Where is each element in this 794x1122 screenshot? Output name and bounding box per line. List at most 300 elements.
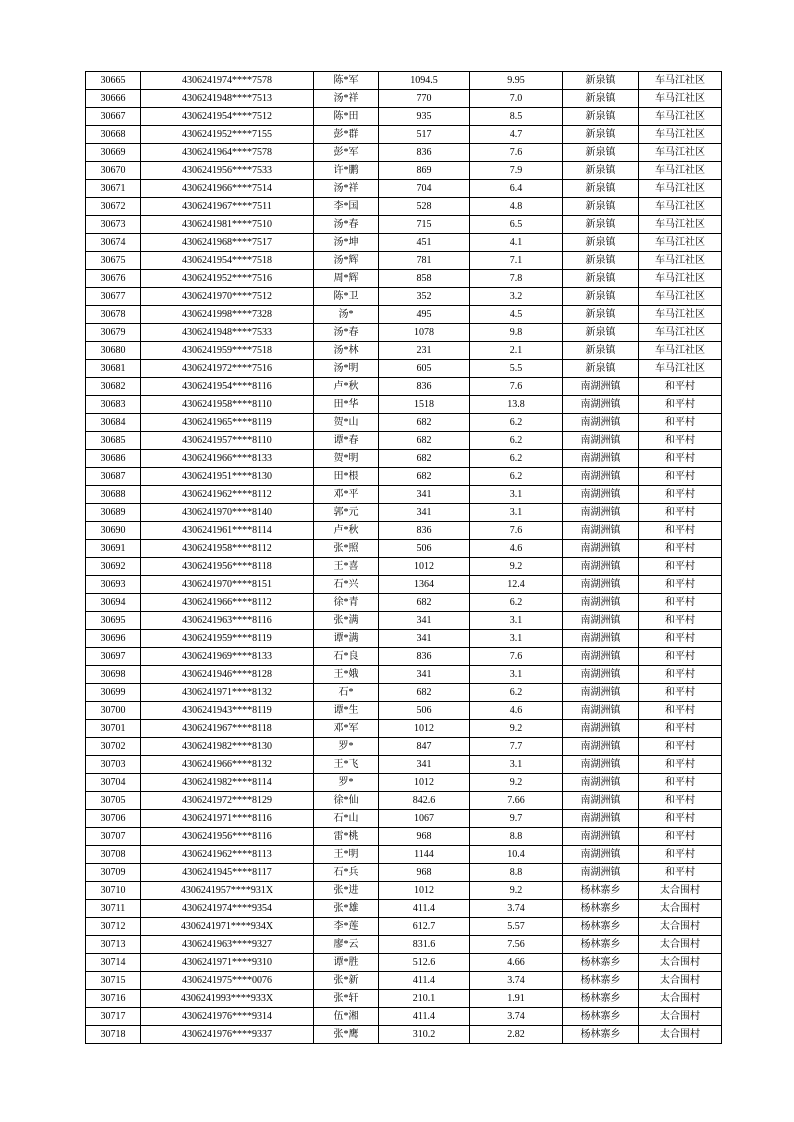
cell-id: 4306241962****8113 <box>141 846 314 864</box>
cell-village: 车马江社区 <box>639 72 722 90</box>
cell-name: 王*娥 <box>314 666 379 684</box>
table-row <box>86 468 722 486</box>
cell-amount: 341 <box>379 756 470 774</box>
cell-rate: 3.1 <box>470 612 563 630</box>
table-row <box>86 900 722 918</box>
cell-town: 新泉镇 <box>563 162 639 180</box>
cell-serial: 30666 <box>86 90 141 108</box>
cell-serial: 30675 <box>86 252 141 270</box>
cell-id: 4306241972****7516 <box>141 360 314 378</box>
cell-rate: 3.1 <box>470 486 563 504</box>
cell-village: 车马江社区 <box>639 270 722 288</box>
cell-serial: 30693 <box>86 576 141 594</box>
table-row <box>86 882 722 900</box>
cell-amount: 1012 <box>379 558 470 576</box>
cell-village: 和平村 <box>639 630 722 648</box>
cell-name: 张*雄 <box>314 900 379 918</box>
cell-serial: 30688 <box>86 486 141 504</box>
cell-serial: 30708 <box>86 846 141 864</box>
cell-town: 新泉镇 <box>563 90 639 108</box>
cell-name: 汤*春 <box>314 324 379 342</box>
cell-id: 4306241959****8119 <box>141 630 314 648</box>
cell-id: 4306241974****9354 <box>141 900 314 918</box>
cell-id: 4306241952****7516 <box>141 270 314 288</box>
cell-village: 和平村 <box>639 396 722 414</box>
cell-rate: 9.8 <box>470 324 563 342</box>
cell-id: 4306241959****7518 <box>141 342 314 360</box>
cell-amount: 831.6 <box>379 936 470 954</box>
cell-town: 南湖洲镇 <box>563 738 639 756</box>
table-row <box>86 90 722 108</box>
cell-amount: 682 <box>379 450 470 468</box>
cell-amount: 1364 <box>379 576 470 594</box>
cell-serial: 30712 <box>86 918 141 936</box>
cell-id: 4306241958****8112 <box>141 540 314 558</box>
cell-rate: 3.1 <box>470 666 563 684</box>
cell-town: 南湖洲镇 <box>563 792 639 810</box>
cell-id: 4306241956****7533 <box>141 162 314 180</box>
cell-rate: 9.2 <box>470 774 563 792</box>
cell-serial: 30713 <box>86 936 141 954</box>
cell-serial: 30677 <box>86 288 141 306</box>
cell-amount: 781 <box>379 252 470 270</box>
cell-id: 4306241971****8132 <box>141 684 314 702</box>
cell-town: 南湖洲镇 <box>563 630 639 648</box>
cell-village: 和平村 <box>639 576 722 594</box>
cell-town: 南湖洲镇 <box>563 450 639 468</box>
cell-village: 和平村 <box>639 504 722 522</box>
table-row <box>86 324 722 342</box>
cell-town: 南湖洲镇 <box>563 846 639 864</box>
cell-id: 4306241968****7517 <box>141 234 314 252</box>
cell-id: 4306241946****8128 <box>141 666 314 684</box>
table-row <box>86 450 722 468</box>
cell-serial: 30697 <box>86 648 141 666</box>
cell-name: 张*照 <box>314 540 379 558</box>
table-row <box>86 666 722 684</box>
cell-name: 汤* <box>314 306 379 324</box>
cell-town: 南湖洲镇 <box>563 774 639 792</box>
cell-rate: 9.95 <box>470 72 563 90</box>
cell-name: 廖*云 <box>314 936 379 954</box>
table-row <box>86 414 722 432</box>
cell-id: 4306241975****0076 <box>141 972 314 990</box>
cell-serial: 30681 <box>86 360 141 378</box>
cell-name: 王*喜 <box>314 558 379 576</box>
cell-village: 车马江社区 <box>639 144 722 162</box>
cell-rate: 3.1 <box>470 504 563 522</box>
cell-town: 南湖洲镇 <box>563 414 639 432</box>
cell-village: 太合围村 <box>639 882 722 900</box>
table-row <box>86 144 722 162</box>
cell-amount: 704 <box>379 180 470 198</box>
cell-rate: 10.4 <box>470 846 563 864</box>
table-row <box>86 576 722 594</box>
cell-id: 4306241957****931X <box>141 882 314 900</box>
cell-serial: 30716 <box>86 990 141 1008</box>
cell-amount: 506 <box>379 540 470 558</box>
table-row <box>86 486 722 504</box>
cell-town: 南湖洲镇 <box>563 378 639 396</box>
cell-id: 4306241966****8133 <box>141 450 314 468</box>
cell-amount: 682 <box>379 468 470 486</box>
cell-rate: 12.4 <box>470 576 563 594</box>
cell-serial: 30672 <box>86 198 141 216</box>
cell-rate: 7.56 <box>470 936 563 954</box>
table-row <box>86 918 722 936</box>
cell-village: 太合围村 <box>639 1008 722 1026</box>
cell-village: 太合围村 <box>639 1026 722 1044</box>
cell-name: 邓*军 <box>314 720 379 738</box>
cell-amount: 682 <box>379 684 470 702</box>
cell-amount: 341 <box>379 666 470 684</box>
cell-village: 和平村 <box>639 792 722 810</box>
cell-id: 4306241948****7513 <box>141 90 314 108</box>
cell-town: 新泉镇 <box>563 108 639 126</box>
cell-village: 和平村 <box>639 666 722 684</box>
cell-town: 南湖洲镇 <box>563 540 639 558</box>
cell-village: 和平村 <box>639 810 722 828</box>
table-row <box>86 198 722 216</box>
cell-rate: 1.91 <box>470 990 563 1008</box>
cell-amount: 858 <box>379 270 470 288</box>
cell-serial: 30700 <box>86 702 141 720</box>
cell-serial: 30710 <box>86 882 141 900</box>
cell-serial: 30668 <box>86 126 141 144</box>
cell-town: 南湖洲镇 <box>563 666 639 684</box>
table-row <box>86 234 722 252</box>
cell-id: 4306241948****7533 <box>141 324 314 342</box>
table-row <box>86 972 722 990</box>
cell-village: 车马江社区 <box>639 360 722 378</box>
cell-id: 4306241967****8118 <box>141 720 314 738</box>
cell-name: 罗* <box>314 738 379 756</box>
cell-name: 汤*林 <box>314 342 379 360</box>
cell-serial: 30714 <box>86 954 141 972</box>
cell-village: 太合围村 <box>639 900 722 918</box>
cell-rate: 4.6 <box>470 702 563 720</box>
cell-rate: 7.8 <box>470 270 563 288</box>
cell-village: 和平村 <box>639 684 722 702</box>
cell-town: 南湖洲镇 <box>563 396 639 414</box>
cell-town: 南湖洲镇 <box>563 684 639 702</box>
table-row <box>86 594 722 612</box>
cell-amount: 968 <box>379 864 470 882</box>
cell-rate: 4.8 <box>470 198 563 216</box>
cell-id: 4306241981****7510 <box>141 216 314 234</box>
cell-village: 车马江社区 <box>639 198 722 216</box>
cell-amount: 341 <box>379 504 470 522</box>
cell-amount: 411.4 <box>379 900 470 918</box>
cell-village: 和平村 <box>639 756 722 774</box>
cell-id: 4306241964****7578 <box>141 144 314 162</box>
cell-name: 张*进 <box>314 882 379 900</box>
cell-serial: 30678 <box>86 306 141 324</box>
cell-town: 杨林寨乡 <box>563 990 639 1008</box>
table-row <box>86 108 722 126</box>
cell-village: 和平村 <box>639 414 722 432</box>
cell-name: 谭*春 <box>314 432 379 450</box>
cell-village: 太合围村 <box>639 990 722 1008</box>
cell-village: 车马江社区 <box>639 216 722 234</box>
cell-rate: 6.2 <box>470 684 563 702</box>
cell-rate: 6.2 <box>470 468 563 486</box>
cell-serial: 30684 <box>86 414 141 432</box>
cell-rate: 3.1 <box>470 630 563 648</box>
cell-amount: 528 <box>379 198 470 216</box>
table-row <box>86 126 722 144</box>
cell-amount: 612.7 <box>379 918 470 936</box>
table-row <box>86 738 722 756</box>
cell-id: 4306241970****7512 <box>141 288 314 306</box>
cell-name: 张*轩 <box>314 990 379 1008</box>
cell-name: 伍*湘 <box>314 1008 379 1026</box>
cell-amount: 506 <box>379 702 470 720</box>
cell-serial: 30691 <box>86 540 141 558</box>
cell-name: 王*飞 <box>314 756 379 774</box>
cell-serial: 30665 <box>86 72 141 90</box>
cell-town: 南湖洲镇 <box>563 522 639 540</box>
cell-id: 4306241962****8112 <box>141 486 314 504</box>
cell-id: 4306241954****8116 <box>141 378 314 396</box>
cell-name: 李*莲 <box>314 918 379 936</box>
cell-id: 4306241970****8151 <box>141 576 314 594</box>
cell-rate: 2.1 <box>470 342 563 360</box>
cell-id: 4306241974****7578 <box>141 72 314 90</box>
cell-amount: 210.1 <box>379 990 470 1008</box>
cell-rate: 7.6 <box>470 648 563 666</box>
cell-town: 新泉镇 <box>563 324 639 342</box>
cell-village: 和平村 <box>639 486 722 504</box>
cell-serial: 30692 <box>86 558 141 576</box>
table-row <box>86 792 722 810</box>
cell-name: 谭*生 <box>314 702 379 720</box>
cell-serial: 30707 <box>86 828 141 846</box>
cell-rate: 3.2 <box>470 288 563 306</box>
cell-serial: 30718 <box>86 1026 141 1044</box>
cell-amount: 341 <box>379 630 470 648</box>
cell-village: 和平村 <box>639 774 722 792</box>
cell-serial: 30679 <box>86 324 141 342</box>
cell-serial: 30699 <box>86 684 141 702</box>
table-row <box>86 828 722 846</box>
cell-amount: 836 <box>379 144 470 162</box>
cell-town: 南湖洲镇 <box>563 558 639 576</box>
cell-rate: 6.5 <box>470 216 563 234</box>
cell-name: 张*新 <box>314 972 379 990</box>
cell-town: 新泉镇 <box>563 144 639 162</box>
table-row <box>86 252 722 270</box>
cell-town: 新泉镇 <box>563 342 639 360</box>
cell-serial: 30694 <box>86 594 141 612</box>
records-table <box>85 71 722 1044</box>
cell-rate: 5.57 <box>470 918 563 936</box>
cell-village: 太合围村 <box>639 936 722 954</box>
cell-town: 新泉镇 <box>563 198 639 216</box>
cell-rate: 7.0 <box>470 90 563 108</box>
cell-name: 张*鹰 <box>314 1026 379 1044</box>
table-row <box>86 864 722 882</box>
cell-amount: 1094.5 <box>379 72 470 90</box>
cell-serial: 30682 <box>86 378 141 396</box>
cell-village: 和平村 <box>639 648 722 666</box>
cell-town: 新泉镇 <box>563 252 639 270</box>
cell-serial: 30685 <box>86 432 141 450</box>
cell-serial: 30703 <box>86 756 141 774</box>
cell-serial: 30696 <box>86 630 141 648</box>
cell-village: 太合围村 <box>639 918 722 936</box>
cell-name: 徐*青 <box>314 594 379 612</box>
cell-rate: 8.8 <box>470 828 563 846</box>
cell-rate: 8.5 <box>470 108 563 126</box>
cell-village: 和平村 <box>639 432 722 450</box>
cell-rate: 4.1 <box>470 234 563 252</box>
cell-village: 和平村 <box>639 846 722 864</box>
cell-id: 4306241958****8110 <box>141 396 314 414</box>
cell-id: 4306241982****8130 <box>141 738 314 756</box>
table-row <box>86 522 722 540</box>
table-row <box>86 936 722 954</box>
table-row <box>86 342 722 360</box>
cell-name: 彭*群 <box>314 126 379 144</box>
cell-amount: 968 <box>379 828 470 846</box>
cell-amount: 842.6 <box>379 792 470 810</box>
cell-serial: 30709 <box>86 864 141 882</box>
table-row <box>86 72 722 90</box>
table-row <box>86 504 722 522</box>
cell-village: 和平村 <box>639 738 722 756</box>
cell-name: 汤*春 <box>314 216 379 234</box>
cell-village: 太合围村 <box>639 954 722 972</box>
cell-amount: 682 <box>379 414 470 432</box>
cell-name: 周*辉 <box>314 270 379 288</box>
cell-id: 4306241954****7512 <box>141 108 314 126</box>
cell-town: 杨林寨乡 <box>563 1026 639 1044</box>
table-row <box>86 990 722 1008</box>
table-row <box>86 396 722 414</box>
table-row <box>86 558 722 576</box>
table-row <box>86 954 722 972</box>
cell-town: 新泉镇 <box>563 360 639 378</box>
table-row <box>86 846 722 864</box>
cell-village: 太合围村 <box>639 972 722 990</box>
cell-amount: 605 <box>379 360 470 378</box>
cell-village: 和平村 <box>639 864 722 882</box>
cell-town: 杨林寨乡 <box>563 918 639 936</box>
table-row <box>86 720 722 738</box>
cell-village: 车马江社区 <box>639 324 722 342</box>
cell-name: 汤*祥 <box>314 180 379 198</box>
cell-village: 车马江社区 <box>639 180 722 198</box>
cell-rate: 7.9 <box>470 162 563 180</box>
cell-rate: 3.74 <box>470 1008 563 1026</box>
cell-village: 和平村 <box>639 720 722 738</box>
cell-name: 谭*满 <box>314 630 379 648</box>
cell-name: 汤*辉 <box>314 252 379 270</box>
cell-name: 罗* <box>314 774 379 792</box>
cell-name: 邓*平 <box>314 486 379 504</box>
cell-id: 4306241957****8110 <box>141 432 314 450</box>
cell-rate: 4.66 <box>470 954 563 972</box>
cell-serial: 30673 <box>86 216 141 234</box>
cell-id: 4306241963****9327 <box>141 936 314 954</box>
table-row <box>86 684 722 702</box>
cell-rate: 6.4 <box>470 180 563 198</box>
cell-rate: 2.82 <box>470 1026 563 1044</box>
cell-serial: 30667 <box>86 108 141 126</box>
cell-serial: 30687 <box>86 468 141 486</box>
table-row <box>86 288 722 306</box>
cell-id: 4306241965****8119 <box>141 414 314 432</box>
cell-amount: 682 <box>379 432 470 450</box>
cell-rate: 9.7 <box>470 810 563 828</box>
cell-rate: 9.2 <box>470 720 563 738</box>
table-row <box>86 1026 722 1044</box>
cell-id: 4306241976****9337 <box>141 1026 314 1044</box>
cell-id: 4306241966****8112 <box>141 594 314 612</box>
table-row <box>86 774 722 792</box>
cell-town: 杨林寨乡 <box>563 882 639 900</box>
cell-id: 4306241970****8140 <box>141 504 314 522</box>
cell-id: 4306241956****8116 <box>141 828 314 846</box>
cell-village: 和平村 <box>639 468 722 486</box>
cell-name: 贺*山 <box>314 414 379 432</box>
cell-serial: 30698 <box>86 666 141 684</box>
cell-rate: 4.6 <box>470 540 563 558</box>
cell-serial: 30676 <box>86 270 141 288</box>
cell-amount: 1012 <box>379 882 470 900</box>
cell-amount: 935 <box>379 108 470 126</box>
cell-amount: 411.4 <box>379 972 470 990</box>
cell-village: 和平村 <box>639 702 722 720</box>
cell-amount: 869 <box>379 162 470 180</box>
table-row <box>86 630 722 648</box>
cell-village: 和平村 <box>639 612 722 630</box>
cell-village: 车马江社区 <box>639 342 722 360</box>
cell-amount: 836 <box>379 378 470 396</box>
cell-amount: 847 <box>379 738 470 756</box>
table-row <box>86 378 722 396</box>
cell-name: 陈*田 <box>314 108 379 126</box>
cell-id: 4306241982****8114 <box>141 774 314 792</box>
cell-name: 汤*祥 <box>314 90 379 108</box>
cell-town: 南湖洲镇 <box>563 756 639 774</box>
cell-town: 南湖洲镇 <box>563 702 639 720</box>
cell-amount: 411.4 <box>379 1008 470 1026</box>
cell-id: 4306241969****8133 <box>141 648 314 666</box>
table-row <box>86 756 722 774</box>
cell-amount: 352 <box>379 288 470 306</box>
cell-town: 南湖洲镇 <box>563 612 639 630</box>
cell-town: 新泉镇 <box>563 72 639 90</box>
cell-rate: 8.8 <box>470 864 563 882</box>
cell-name: 田*根 <box>314 468 379 486</box>
cell-town: 杨林寨乡 <box>563 1008 639 1026</box>
cell-amount: 451 <box>379 234 470 252</box>
cell-serial: 30711 <box>86 900 141 918</box>
cell-name: 石*兵 <box>314 864 379 882</box>
cell-rate: 9.2 <box>470 558 563 576</box>
cell-id: 4306241951****8130 <box>141 468 314 486</box>
table-row <box>86 432 722 450</box>
cell-town: 南湖洲镇 <box>563 720 639 738</box>
cell-serial: 30702 <box>86 738 141 756</box>
cell-rate: 6.2 <box>470 594 563 612</box>
cell-serial: 30690 <box>86 522 141 540</box>
cell-rate: 9.2 <box>470 882 563 900</box>
cell-town: 新泉镇 <box>563 306 639 324</box>
cell-town: 南湖洲镇 <box>563 594 639 612</box>
